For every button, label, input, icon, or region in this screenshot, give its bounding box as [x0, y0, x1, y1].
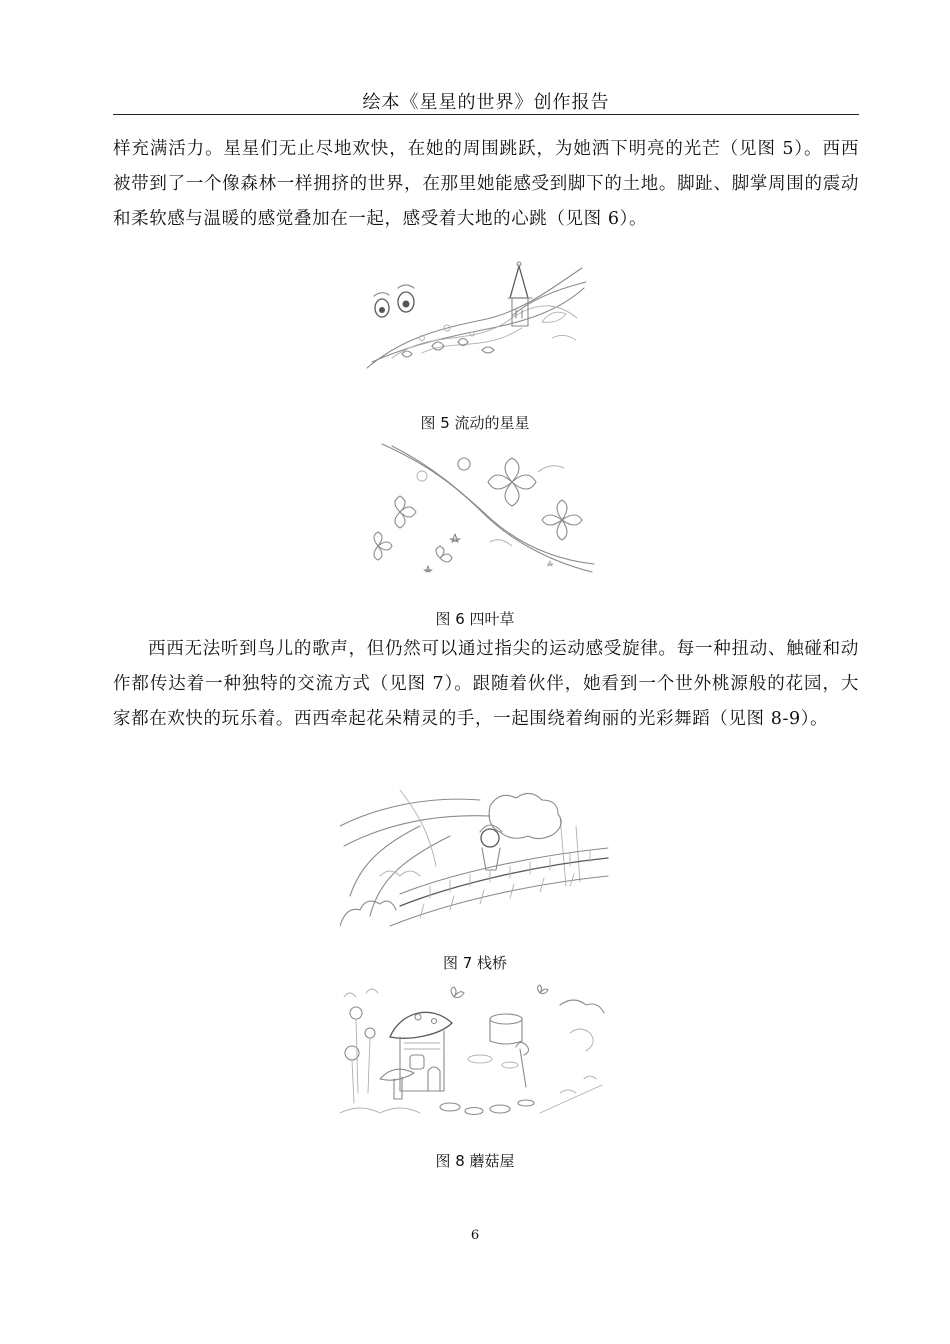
- four-leaf-clover-sketch: [352, 442, 598, 582]
- running-header-title: 绘本《星星的世界》创作报告: [362, 92, 610, 113]
- figure-6-caption: 图 6 四叶草: [435, 610, 515, 628]
- flowing-stars-sketch: [362, 258, 588, 376]
- page-number: 6: [470, 1228, 480, 1243]
- figure-5-illustration: [0, 258, 950, 376]
- figure-8-illustration: [0, 983, 950, 1123]
- trestle-bridge-sketch: [340, 786, 610, 928]
- mushroom-house-sketch: [340, 983, 610, 1123]
- paragraph-1: 样充满活力。星星们无止尽地欢快，在她的周围跳跃，为她洒下明亮的光芒（见图 5）。西西被带到了一个像森林一样拥挤的世界，在那里她能感受到脚下的土地。脚趾、脚掌周围的震动和柔软感与温暖的感觉叠加在一起，感受着大地的心跳（见图 6）。: [113, 139, 859, 229]
- header-rule: [113, 114, 859, 115]
- figure-5-caption: 图 5 流动的星星: [420, 414, 530, 432]
- figure-7-illustration: [0, 786, 950, 928]
- figure-8-caption: 图 8 蘑菇屋: [435, 1152, 515, 1170]
- paragraph-2: 西西无法听到鸟儿的歌声，但仍然可以通过指尖的运动感受旋律。每一种扭动、触碰和动作都传达着一种独特的交流方式（见图 7）。跟随着伙伴，她看到一个世外桃源般的花园，大家都在欢快的玩乐着。西西牵起花朵精灵的手，一起围绕着绚丽的光彩舞蹈（见图 8-9）。: [113, 639, 859, 729]
- figure-6-illustration: [0, 442, 950, 582]
- figure-7-caption: 图 7 栈桥: [442, 954, 508, 972]
